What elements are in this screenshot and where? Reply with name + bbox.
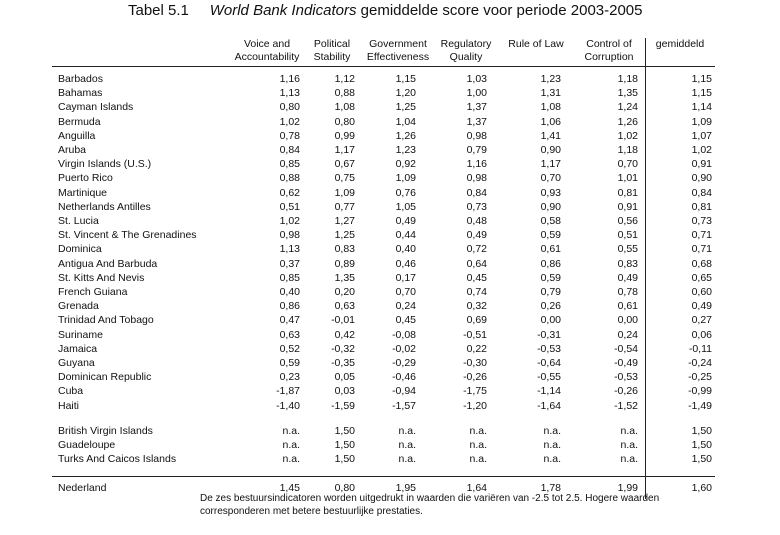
score-cell: 0,90 [540, 200, 561, 213]
score-cell: 0,62 [279, 186, 300, 199]
score-cell: 0,78 [279, 129, 300, 142]
country-name: Virgin Islands (U.S.) [58, 158, 152, 171]
score-cell: 0,44 [395, 229, 416, 242]
score-cell: 0,98 [466, 129, 487, 142]
score-cell: 0,52 [279, 342, 300, 355]
score-cell: 1,02 [279, 115, 300, 128]
score-cell: 0,45 [466, 271, 487, 284]
score-cell: 0,59 [540, 229, 561, 242]
score-cell: -0,55 [537, 371, 561, 384]
score-cell: 0,56 [617, 215, 638, 227]
score-cell: 0,83 [617, 257, 638, 270]
score-cell: 0,83 [334, 243, 355, 256]
score-cell: 1,06 [540, 115, 561, 128]
score-cell: -0,26 [614, 385, 638, 398]
country-name: Trinidad And Tobago [58, 314, 154, 327]
score-cell: 0,49 [395, 215, 416, 227]
score-cell: 0,24 [395, 300, 416, 313]
score-cell: 1,18 [617, 73, 638, 85]
country-name: Turks And Caicos Islands [58, 453, 177, 465]
score-cell: -0,99 [688, 385, 712, 398]
score-cell: 1,02 [691, 144, 712, 156]
score-cell: 1,07 [691, 129, 712, 142]
score-cell: -1,49 [688, 399, 712, 412]
score-cell: 0,61 [617, 300, 638, 313]
score-cell: 1,41 [540, 129, 561, 142]
score-cell: n.a. [543, 453, 561, 465]
score-cell: 1,04 [395, 115, 416, 128]
score-cell: n.a. [282, 425, 300, 437]
score-cell: 0,84 [466, 186, 487, 199]
score-cell: 0,27 [691, 314, 712, 327]
score-cell: 0,59 [540, 271, 561, 284]
score-cell: 0,61 [540, 243, 561, 256]
score-cell: 0,98 [466, 172, 487, 185]
score-cell: -0,94 [392, 385, 416, 398]
score-cell: 0,88 [279, 172, 300, 185]
score-cell: 0,03 [334, 385, 355, 398]
score-cell: 0,22 [466, 342, 487, 355]
score-cell: 1,45 [279, 482, 300, 494]
score-cell: 0,49 [617, 271, 638, 284]
score-cell: 0,79 [540, 286, 561, 298]
score-cell: -0,53 [614, 371, 638, 384]
country-name: Puerto Rico [58, 172, 113, 185]
country-name: Aruba [58, 144, 87, 156]
score-cell: -0,30 [463, 357, 487, 369]
score-cell: n.a. [469, 453, 487, 465]
score-cell: 0,58 [540, 215, 561, 227]
score-cell: n.a. [543, 425, 561, 437]
score-cell: n.a. [282, 439, 300, 451]
col-header-government: Government Effectiveness [366, 38, 430, 63]
score-cell: n.a. [469, 439, 487, 451]
country-name: Bermuda [58, 115, 101, 128]
country-name: Cuba [58, 385, 84, 398]
score-cell: 0,42 [334, 328, 355, 341]
score-cell: 1,23 [395, 144, 416, 156]
score-cell: 0,47 [279, 314, 300, 327]
score-cell: n.a. [543, 439, 561, 451]
score-cell: 1,09 [691, 115, 712, 128]
score-cell: 0,71 [691, 243, 712, 256]
table-title [128, 2, 643, 19]
average-column-divider [645, 38, 646, 499]
score-cell: 0,72 [466, 243, 487, 256]
score-cell: 1,50 [334, 453, 355, 465]
score-cell: -0,26 [463, 371, 487, 384]
score-cell: 0,20 [334, 286, 355, 298]
score-cell: 0,48 [466, 215, 487, 227]
score-cell: -1,87 [276, 385, 300, 398]
score-cell: 1,14 [691, 101, 712, 114]
score-cell: 0,69 [466, 314, 487, 327]
country-name: Martinique [58, 186, 108, 199]
score-cell: 1,64 [466, 482, 487, 494]
score-cell: 0,40 [279, 286, 300, 298]
score-cell: n.a. [398, 425, 416, 437]
score-cell: 1,02 [617, 129, 638, 142]
header-divider [52, 66, 715, 67]
score-cell: -0,25 [688, 371, 712, 384]
score-cell: 0,17 [395, 271, 416, 284]
score-cell: 0,73 [691, 215, 712, 227]
score-cell: 0,51 [279, 200, 300, 213]
score-cell: 1,35 [617, 87, 638, 100]
score-cell: 0,85 [279, 158, 300, 171]
score-cell: 1,00 [466, 87, 487, 100]
score-cell: 1,95 [395, 482, 416, 494]
score-cell: 1,15 [691, 87, 712, 100]
country-name: Anguilla [58, 129, 96, 142]
score-cell: -0,29 [392, 357, 416, 369]
score-cell: 0,45 [395, 314, 416, 327]
score-cell: n.a. [620, 425, 638, 437]
country-name: Nederland [58, 482, 107, 494]
country-name: British Virgin Islands [58, 425, 153, 437]
score-cell: 1,50 [691, 425, 712, 437]
col-header-rule-of-law: Rule of Law [508, 38, 564, 50]
score-cell: 0,90 [540, 144, 561, 156]
score-cell: 1,15 [395, 73, 416, 85]
score-cell: n.a. [282, 453, 300, 465]
score-cell: 0,70 [617, 158, 638, 171]
score-cell: -1,57 [392, 399, 416, 412]
score-cell: -0,54 [614, 342, 638, 355]
score-cell: -0,49 [614, 357, 638, 369]
score-cell: 1,26 [395, 129, 416, 142]
score-cell: 1,26 [617, 115, 638, 128]
score-cell: -1,20 [463, 399, 487, 412]
score-cell: -1,52 [614, 399, 638, 412]
table-number: Tabel 5.1 [128, 2, 189, 19]
score-cell: 1,60 [691, 482, 712, 494]
score-cell: 0,37 [279, 257, 300, 270]
score-cell: n.a. [620, 453, 638, 465]
score-cell: 0,77 [334, 200, 355, 213]
country-name: Guyana [58, 357, 95, 369]
country-name: Haiti [58, 399, 80, 412]
score-cell: 1,20 [395, 87, 416, 100]
score-cell: -1,14 [537, 385, 561, 398]
col-header-political: Political Stability [313, 38, 351, 63]
score-cell: 1,25 [334, 229, 355, 242]
score-cell: -0,02 [392, 342, 416, 355]
score-cell: -1,75 [463, 385, 487, 398]
score-cell: 0,98 [279, 229, 300, 242]
score-cell: 1,13 [279, 243, 300, 256]
col-header-regulatory: Regulatory Quality [440, 38, 492, 63]
score-cell: 0,92 [395, 158, 416, 171]
score-cell: 0,68 [691, 257, 712, 270]
country-name: Guadeloupe [58, 439, 116, 451]
score-cell: 1,99 [617, 482, 638, 494]
score-cell: 0,71 [691, 229, 712, 242]
score-cell: 1,09 [395, 172, 416, 185]
score-cell: 0,86 [279, 300, 300, 313]
table-title-suffix: gemiddelde score voor periode 2003-2005 [356, 2, 643, 19]
score-cell: 0,70 [395, 286, 416, 298]
score-cell: 0,90 [691, 172, 712, 185]
score-cell: 0,80 [279, 101, 300, 114]
score-cell: 0,06 [691, 328, 712, 341]
score-cell: -1,59 [331, 399, 355, 412]
score-cell: 0,76 [395, 186, 416, 199]
country-name: Jamaica [58, 342, 98, 355]
score-cell: 0,60 [691, 286, 712, 298]
score-cell: 0,70 [540, 172, 561, 185]
score-cell: 0,63 [279, 328, 300, 341]
score-cell: 0,24 [617, 328, 638, 341]
score-cell: 0,93 [540, 186, 561, 199]
score-cell: 0,91 [617, 200, 638, 213]
score-cell: 1,50 [334, 425, 355, 437]
score-cell: 1,35 [334, 271, 355, 284]
score-cell: -0,01 [331, 314, 355, 327]
country-name: Grenada [58, 300, 99, 313]
col-header-corruption: Control of Corruption [584, 38, 634, 63]
score-cell: 1,01 [617, 172, 638, 185]
score-cell: 1,23 [540, 73, 561, 85]
country-name: St. Kitts And Nevis [58, 271, 145, 284]
score-cell: 0,00 [540, 314, 561, 327]
score-cell: 1,50 [691, 439, 712, 451]
score-cell: 1,15 [691, 73, 712, 85]
score-cell: 0,79 [466, 144, 487, 156]
score-cell: 0,05 [334, 371, 355, 384]
score-cell: n.a. [398, 439, 416, 451]
country-name: Antigua And Barbuda [58, 257, 158, 270]
score-cell: -0,46 [392, 371, 416, 384]
score-cell: 0,32 [466, 300, 487, 313]
score-cell: 0,81 [617, 186, 638, 199]
score-cell: 0,63 [334, 300, 355, 313]
score-cell: 1,37 [466, 115, 487, 128]
country-name: Dominican Republic [58, 371, 152, 384]
score-cell: n.a. [620, 439, 638, 451]
score-cell: 1,50 [691, 453, 712, 465]
country-name: Cayman Islands [58, 101, 134, 114]
score-cell: 1,31 [540, 87, 561, 100]
score-cell: 0,67 [334, 158, 355, 171]
score-cell: -0,24 [688, 357, 712, 369]
country-name: Bahamas [58, 87, 103, 100]
score-cell: 0,64 [466, 257, 487, 270]
footnote: De zes bestuursindicatoren worden uitgedrukt in waarden die variëren van -2.5 tot 2.5. Hogere waarden corresponderen met betere bestuurlijke prestaties. [200, 493, 660, 517]
score-cell: 0,65 [691, 271, 712, 284]
nederland-divider [52, 476, 715, 477]
score-cell: 0,88 [334, 87, 355, 100]
score-cell: 0,99 [334, 129, 355, 142]
score-cell: 0,55 [617, 243, 638, 256]
score-cell: 0,89 [334, 257, 355, 270]
country-name: Dominica [58, 243, 102, 256]
score-cell: 1,18 [617, 144, 638, 156]
score-cell: 1,16 [279, 73, 300, 85]
score-cell: 0,59 [279, 357, 300, 369]
score-cell: 1,03 [466, 73, 487, 85]
score-cell: 0,46 [395, 257, 416, 270]
score-cell: 1,13 [279, 87, 300, 100]
score-cell: 1,24 [617, 101, 638, 114]
score-cell: -0,31 [537, 328, 561, 341]
country-name: St. Lucia [58, 215, 99, 227]
score-cell: -0,11 [688, 342, 712, 355]
score-cell: -0,51 [463, 328, 487, 341]
score-cell: 0,75 [334, 172, 355, 185]
score-cell: 0,51 [617, 229, 638, 242]
score-cell: 1,08 [334, 101, 355, 114]
score-cell: -1,40 [276, 399, 300, 412]
score-cell: 1,09 [334, 186, 355, 199]
score-cell: 0,00 [617, 314, 638, 327]
table-title-italic: World Bank Indicators [209, 2, 357, 19]
score-cell: 1,08 [540, 101, 561, 114]
score-cell: -0,08 [392, 328, 416, 341]
score-cell: 0,80 [334, 482, 355, 494]
score-cell: 1,25 [395, 101, 416, 114]
col-header-voice: Voice and Accountability [234, 38, 300, 63]
score-cell: 0,84 [691, 186, 712, 199]
score-cell: -0,32 [331, 342, 355, 355]
score-cell: 1,02 [279, 215, 300, 227]
score-cell: 0,85 [279, 271, 300, 284]
score-cell: 1,37 [466, 101, 487, 114]
score-cell: 0,49 [466, 229, 487, 242]
score-cell: -0,35 [331, 357, 355, 369]
country-name: French Guiana [58, 286, 128, 298]
score-cell: 1,50 [334, 439, 355, 451]
score-cell: 0,80 [334, 115, 355, 128]
score-cell: n.a. [469, 425, 487, 437]
score-cell: 1,16 [466, 158, 487, 171]
score-cell: 0,40 [395, 243, 416, 256]
score-cell: 1,17 [334, 144, 355, 156]
score-cell: 0,91 [691, 158, 712, 171]
score-cell: 0,84 [279, 144, 300, 156]
score-cell: -0,64 [537, 357, 561, 369]
score-cell: 1,12 [334, 73, 355, 85]
country-name: St. Vincent & The Grenadines [58, 229, 197, 242]
score-cell: 0,26 [540, 300, 561, 313]
score-cell: 1,05 [395, 200, 416, 213]
score-cell: -0,53 [537, 342, 561, 355]
col-header-average: gemiddeld [655, 38, 705, 50]
country-name: Barbados [58, 73, 103, 85]
country-name: Netherlands Antilles [58, 200, 151, 213]
score-cell: 1,17 [540, 158, 561, 171]
score-cell: 0,49 [691, 300, 712, 313]
score-cell: 0,73 [466, 200, 487, 213]
country-name: Suriname [58, 328, 103, 341]
score-cell: 0,74 [466, 286, 487, 298]
score-cell: 1,78 [540, 482, 561, 494]
score-cell: -1,64 [537, 399, 561, 412]
score-cell: 0,81 [691, 200, 712, 213]
score-cell: 0,86 [540, 257, 561, 270]
score-cell: 0,23 [279, 371, 300, 384]
score-cell: n.a. [398, 453, 416, 465]
score-cell: 1,27 [334, 215, 355, 227]
score-cell: 0,78 [617, 286, 638, 298]
